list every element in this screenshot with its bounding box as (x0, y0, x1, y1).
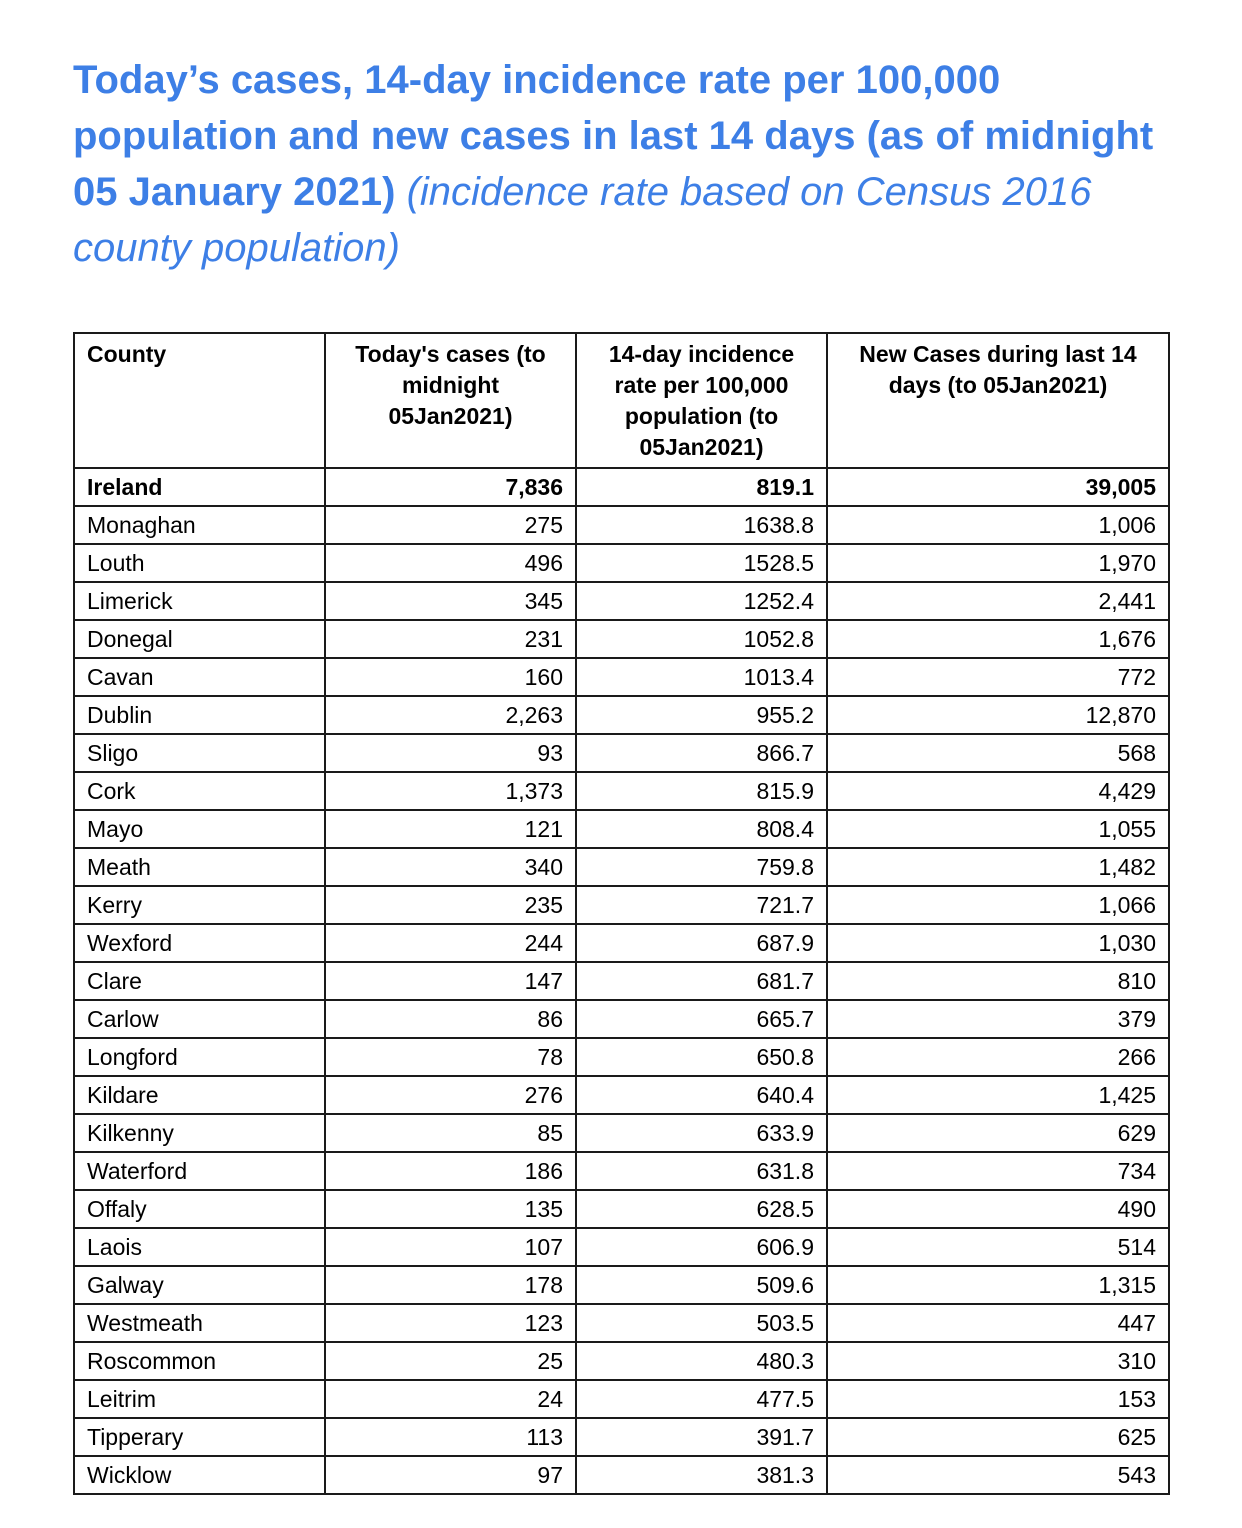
cell-todays-cases: 85 (325, 1114, 576, 1152)
cell-new-cases: 810 (827, 962, 1169, 1000)
cell-todays-cases: 496 (325, 544, 576, 582)
cell-incidence-rate: 1013.4 (576, 658, 827, 696)
cell-county: Tipperary (74, 1418, 325, 1456)
cell-incidence-rate: 628.5 (576, 1190, 827, 1228)
cell-todays-cases: 86 (325, 1000, 576, 1038)
table-row (74, 734, 1169, 772)
cell-county: Limerick (74, 582, 325, 620)
cell-new-cases: 447 (827, 1304, 1169, 1342)
cell-new-cases: 568 (827, 734, 1169, 772)
table-row (74, 696, 1169, 734)
cell-todays-cases: 78 (325, 1038, 576, 1076)
header-todays-cases: Today's cases (to midnight 05Jan2021) (325, 333, 576, 468)
header-county: County (74, 333, 325, 468)
cell-county: Waterford (74, 1152, 325, 1190)
page-title (73, 52, 1183, 276)
table-row (74, 1266, 1169, 1304)
cell-todays-cases: 160 (325, 658, 576, 696)
header-new-cases-14-days: New Cases during last 14 days (to 05Jan2021) (827, 333, 1169, 468)
cell-county: Kerry (74, 886, 325, 924)
table-row (74, 620, 1169, 658)
cell-todays-cases: 1,373 (325, 772, 576, 810)
cell-incidence-rate: 606.9 (576, 1228, 827, 1266)
table-row (74, 1342, 1169, 1380)
cell-new-cases: 1,676 (827, 620, 1169, 658)
cell-incidence-rate: 381.3 (576, 1456, 827, 1494)
cell-incidence-rate: 640.4 (576, 1076, 827, 1114)
cell-county: Louth (74, 544, 325, 582)
cell-new-cases: 629 (827, 1114, 1169, 1152)
cell-todays-cases: 275 (325, 506, 576, 544)
cell-incidence-rate: 815.9 (576, 772, 827, 810)
cell-county: Meath (74, 848, 325, 886)
cell-todays-cases: 235 (325, 886, 576, 924)
table-row-total (74, 468, 1169, 506)
table-body (74, 468, 1169, 1494)
cell-todays-cases: 178 (325, 1266, 576, 1304)
table-row (74, 1076, 1169, 1114)
table-row (74, 810, 1169, 848)
cell-todays-cases: 121 (325, 810, 576, 848)
cell-incidence-rate: 1252.4 (576, 582, 827, 620)
table-row (74, 544, 1169, 582)
cell-new-cases: 1,055 (827, 810, 1169, 848)
cell-incidence-rate: 477.5 (576, 1380, 827, 1418)
table-row (74, 1038, 1169, 1076)
cell-incidence-rate: 721.7 (576, 886, 827, 924)
table-row (74, 1304, 1169, 1342)
cell-county: Carlow (74, 1000, 325, 1038)
table-row (74, 1456, 1169, 1494)
cell-county: Clare (74, 962, 325, 1000)
cell-county: Laois (74, 1228, 325, 1266)
cell-incidence-rate: 1638.8 (576, 506, 827, 544)
cell-county: Roscommon (74, 1342, 325, 1380)
cell-county: Cavan (74, 658, 325, 696)
cell-todays-cases: 93 (325, 734, 576, 772)
table-row (74, 886, 1169, 924)
cell-todays-cases: 345 (325, 582, 576, 620)
cell-county: Wexford (74, 924, 325, 962)
table-row (74, 1152, 1169, 1190)
table-header-row (74, 333, 1169, 468)
cell-incidence-rate: 633.9 (576, 1114, 827, 1152)
cell-county: Kilkenny (74, 1114, 325, 1152)
title-note: (incidence rate based on Census 2016 county population) (73, 170, 1092, 270)
title-main: Today’s cases, 14-day incidence rate per 100,000 population and new cases in last 14 days (as of midnight 05 January 2021) (73, 58, 1154, 214)
cell-new-cases: 1,315 (827, 1266, 1169, 1304)
cell-county: Mayo (74, 810, 325, 848)
cell-new-cases: 12,870 (827, 696, 1169, 734)
cell-todays-cases: 97 (325, 1456, 576, 1494)
cell-incidence-rate: 665.7 (576, 1000, 827, 1038)
cell-incidence-rate: 509.6 (576, 1266, 827, 1304)
cell-new-cases: 379 (827, 1000, 1169, 1038)
cell-todays-cases: 276 (325, 1076, 576, 1114)
cell-todays-cases: 107 (325, 1228, 576, 1266)
cell-new-cases: 1,425 (827, 1076, 1169, 1114)
cell-new-cases: 772 (827, 658, 1169, 696)
cell-new-cases: 543 (827, 1456, 1169, 1494)
cell-new-cases: 153 (827, 1380, 1169, 1418)
cell-county: Wicklow (74, 1456, 325, 1494)
table-row (74, 1418, 1169, 1456)
cell-todays-cases: 135 (325, 1190, 576, 1228)
cell-county: Monaghan (74, 506, 325, 544)
cell-county: Ireland (74, 468, 325, 506)
cell-incidence-rate: 650.8 (576, 1038, 827, 1076)
cell-county: Westmeath (74, 1304, 325, 1342)
table-row (74, 1380, 1169, 1418)
cell-county: Galway (74, 1266, 325, 1304)
cell-incidence-rate: 480.3 (576, 1342, 827, 1380)
table-row (74, 962, 1169, 1000)
cell-incidence-rate: 759.8 (576, 848, 827, 886)
incidence-table (73, 332, 1170, 1495)
cell-new-cases: 514 (827, 1228, 1169, 1266)
table-row (74, 848, 1169, 886)
table-row (74, 658, 1169, 696)
cell-new-cases: 490 (827, 1190, 1169, 1228)
cell-new-cases: 1,006 (827, 506, 1169, 544)
table-row (74, 506, 1169, 544)
table-row (74, 1000, 1169, 1038)
cell-county: Offaly (74, 1190, 325, 1228)
table-row (74, 1228, 1169, 1266)
cell-incidence-rate: 631.8 (576, 1152, 827, 1190)
cell-new-cases: 2,441 (827, 582, 1169, 620)
cell-incidence-rate: 391.7 (576, 1418, 827, 1456)
cell-county: Sligo (74, 734, 325, 772)
cell-todays-cases: 7,836 (325, 468, 576, 506)
cell-new-cases: 1,030 (827, 924, 1169, 962)
cell-incidence-rate: 1052.8 (576, 620, 827, 658)
cell-todays-cases: 231 (325, 620, 576, 658)
cell-todays-cases: 24 (325, 1380, 576, 1418)
cell-todays-cases: 2,263 (325, 696, 576, 734)
cell-new-cases: 39,005 (827, 468, 1169, 506)
cell-todays-cases: 244 (325, 924, 576, 962)
cell-incidence-rate: 955.2 (576, 696, 827, 734)
table-row (74, 772, 1169, 810)
cell-todays-cases: 340 (325, 848, 576, 886)
cell-new-cases: 310 (827, 1342, 1169, 1380)
table-row (74, 582, 1169, 620)
cell-county: Leitrim (74, 1380, 325, 1418)
cell-incidence-rate: 687.9 (576, 924, 827, 962)
cell-incidence-rate: 503.5 (576, 1304, 827, 1342)
table-row (74, 924, 1169, 962)
cell-county: Kildare (74, 1076, 325, 1114)
cell-new-cases: 1,066 (827, 886, 1169, 924)
table-row (74, 1190, 1169, 1228)
cell-incidence-rate: 681.7 (576, 962, 827, 1000)
cell-incidence-rate: 808.4 (576, 810, 827, 848)
cell-incidence-rate: 866.7 (576, 734, 827, 772)
cell-new-cases: 625 (827, 1418, 1169, 1456)
cell-new-cases: 266 (827, 1038, 1169, 1076)
cell-new-cases: 4,429 (827, 772, 1169, 810)
table-row (74, 1114, 1169, 1152)
cell-county: Donegal (74, 620, 325, 658)
cell-todays-cases: 123 (325, 1304, 576, 1342)
cell-new-cases: 1,482 (827, 848, 1169, 886)
cell-county: Dublin (74, 696, 325, 734)
cell-incidence-rate: 819.1 (576, 468, 827, 506)
cell-todays-cases: 147 (325, 962, 576, 1000)
cell-county: Longford (74, 1038, 325, 1076)
header-incidence-rate: 14-day incidence rate per 100,000 population (to 05Jan2021) (576, 333, 827, 468)
cell-county: Cork (74, 772, 325, 810)
cell-new-cases: 734 (827, 1152, 1169, 1190)
cell-todays-cases: 186 (325, 1152, 576, 1190)
cell-new-cases: 1,970 (827, 544, 1169, 582)
cell-todays-cases: 113 (325, 1418, 576, 1456)
cell-incidence-rate: 1528.5 (576, 544, 827, 582)
cell-todays-cases: 25 (325, 1342, 576, 1380)
